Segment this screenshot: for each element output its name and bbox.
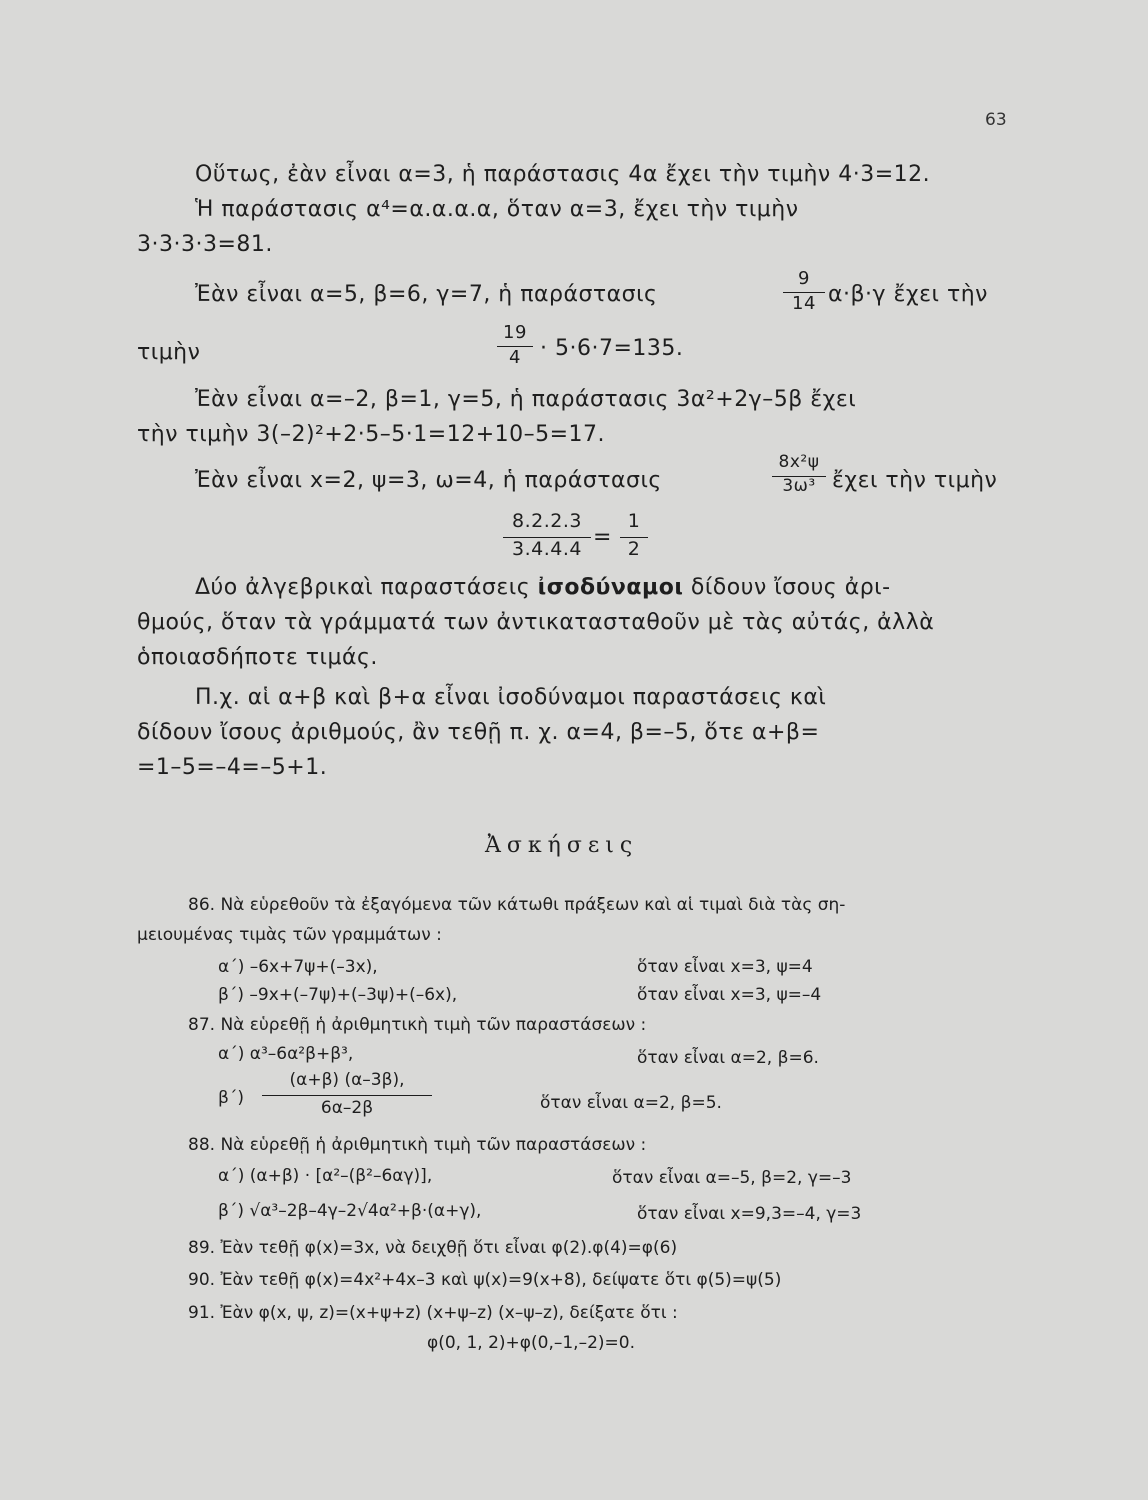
fraction: [497, 322, 533, 368]
text-line: ἔχει τὴν τιμὴν: [832, 468, 998, 493]
text-line: α·β·γ ἔχει τὴν: [828, 282, 988, 307]
fraction-denominator: 4: [509, 347, 521, 368]
exercise-condition: ὅταν εἶναι x=9,3=–4, γ=3: [637, 1204, 862, 1224]
fraction-bar: [620, 537, 648, 538]
fraction-numerator: 9: [798, 268, 810, 289]
text-line: Ἐὰν εἶναι α=–2, β=1, γ=5, ἡ παράστασις 3α²+2γ–5β ἔχει: [195, 387, 857, 412]
exercise-condition: ὅταν εἶναι x=3, ψ=4: [637, 957, 813, 977]
fraction-numerator: 19: [503, 322, 527, 343]
exercise-line: α΄) (α+β) · [α²–(β²–6αγ)],: [218, 1166, 433, 1186]
equals-sign: =: [593, 525, 612, 550]
text-line: δίδουν ἴσους ἀριθμούς, ἂν τεθῇ π. χ. α=4, β=–5, ὅτε α+β=: [137, 720, 820, 745]
exercise-line: 87. Νὰ εὑρεθῇ ἡ ἀριθμητικὴ τιμὴ τῶν παραστάσεων :: [188, 1015, 647, 1035]
fraction-bar: [783, 292, 825, 293]
text-span: δίδουν ἴσους ἀρι-: [690, 575, 891, 600]
exercise-line: 90. Ἐὰν τεθῇ φ(x)=4x²+4x–3 καὶ ψ(x)=9(x+8), δείψατε ὅτι φ(5)=ψ(5): [188, 1270, 782, 1290]
fraction-numerator: 1: [627, 510, 641, 532]
text-line: τιμὴν: [137, 340, 201, 365]
exercise-condition: ὅταν εἶναι α=2, β=5.: [540, 1093, 722, 1113]
exercise-line: 89. Ἐὰν τεθῇ φ(x)=3x, νὰ δειχθῇ ὅτι εἶναι φ(2).φ(4)=φ(6): [188, 1238, 678, 1258]
emphasized-term: ἰσοδύναμοι: [537, 575, 684, 600]
text-line: · 5·6·7=135.: [540, 336, 684, 361]
fraction-numerator: 8x²ψ: [778, 452, 820, 472]
exercise-condition: ὅταν εἶναι α=–5, β=2, γ=–3: [612, 1168, 852, 1188]
text-line: Ἐὰν εἶναι x=2, ψ=3, ω=4, ἡ παράστασις: [195, 468, 662, 493]
fraction-bar: [262, 1095, 432, 1096]
text-line: τὴν τιμὴν 3(–2)²+2·5–5·1=12+10–5=17.: [137, 422, 606, 447]
text-line: Οὕτως, ἐὰν εἶναι α=3, ἡ παράστασις 4α ἔχει τὴν τιμὴν 4·3=12.: [195, 162, 931, 187]
exercise-line: 91. Ἐὰν φ(x, ψ, z)=(x+ψ+z) (x+ψ–z) (x–ψ–z), δείξατε ὅτι :: [188, 1303, 678, 1323]
text-line: θμούς, ὅταν τὰ γράμματά των ἀντικατασταθοῦν μὲ τὰς αὐτάς, ἀλλὰ: [137, 610, 935, 635]
exercise-line: β΄) √α³–2β–4γ–2√4α²+β·(α+γ),: [218, 1201, 482, 1221]
text-line: =1–5=–4=–5+1.: [137, 755, 328, 780]
fraction-numerator: 8.2.2.3: [512, 510, 582, 532]
fraction-bar: [497, 346, 533, 347]
exercise-line: α΄) α³–6α²β+β³,: [218, 1044, 354, 1064]
exercise-line: β΄): [218, 1088, 244, 1108]
fraction-denominator: 6α–2β: [320, 1098, 374, 1118]
text-line: Ἐὰν εἶναι α=5, β=6, γ=7, ἡ παράστασις: [195, 282, 658, 307]
fraction-denominator: 2: [627, 538, 641, 560]
exercise-line: φ(0, 1, 2)+φ(0,–1,–2)=0.: [427, 1333, 635, 1353]
exercise-line: 86. Νὰ εὑρεθοῦν τὰ ἐξαγόμενα τῶν κάτωθι πράξεων καὶ αἱ τιμαὶ διὰ τὰς ση-: [188, 895, 846, 915]
text-line: 3·3·3·3=81.: [137, 232, 273, 257]
text-line: Π.χ. αἱ α+β καὶ β+α εἶναι ἰσοδύναμοι παραστάσεις καὶ: [195, 685, 827, 710]
text-line: Ἡ παράστασις α⁴=α.α.α.α, ὅταν α=3, ἔχει τὴν τιμὴν: [195, 197, 799, 222]
fraction: [783, 268, 825, 314]
exercise-line: β΄) –9x+(–7ψ)+(–3ψ)+(–6x),: [218, 985, 458, 1005]
text-line: [195, 575, 891, 600]
exercise-line: μειουμένας τιμὰς τῶν γραμμάτων :: [137, 925, 442, 945]
exercise-line: α΄) –6x+7ψ+(–3x),: [218, 957, 378, 977]
fraction-denominator: 14: [792, 293, 816, 314]
fraction-numerator: (α+β) (α–3β),: [289, 1070, 405, 1090]
fraction-denominator: 3.4.4.4: [512, 538, 582, 560]
section-heading: Ἀσκήσεις: [485, 833, 639, 858]
page-number: 63: [985, 110, 1007, 130]
exercise-condition: ὅταν εἶναι α=2, β=6.: [637, 1048, 819, 1068]
exercise-line: 88. Νὰ εὑρεθῇ ἡ ἀριθμητικὴ τιμὴ τῶν παραστάσεων :: [188, 1135, 647, 1155]
fraction-bar: [503, 537, 591, 538]
fraction-denominator: 3ω³: [782, 476, 816, 496]
fraction: [620, 510, 648, 560]
text-span: Δύο ἀλγεβρικαὶ παραστάσεις: [195, 575, 531, 600]
fraction: [772, 452, 826, 496]
fraction-bar: [772, 476, 826, 477]
fraction: [262, 1070, 432, 1118]
exercise-condition: ὅταν εἶναι x=3, ψ=–4: [637, 985, 822, 1005]
fraction: [503, 510, 591, 560]
text-line: ὁποιασδήποτε τιμάς.: [137, 645, 378, 670]
